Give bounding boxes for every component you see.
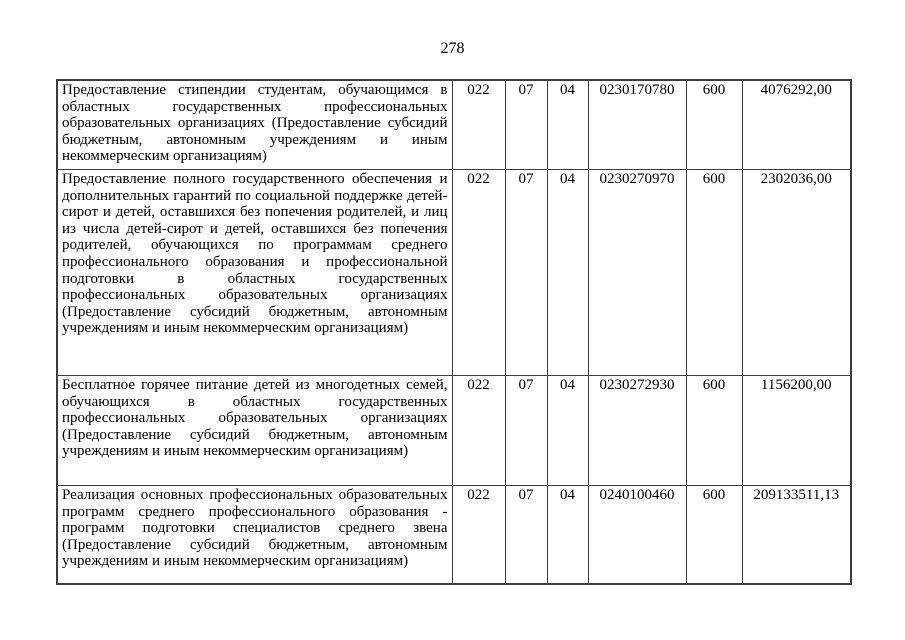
cell-expense-type-code: 600	[686, 80, 742, 170]
page-number: 278	[440, 40, 465, 57]
cell-grbs-code: 022	[452, 376, 505, 486]
cell-section-code: 07	[505, 80, 547, 170]
cell-expense-name: Бесплатное горячее питание детей из многодетных семей, обучающихся в областных государственных профессиональных образовательных организациях (Предоставление субсидий бюджетным, автономным учреждениям и иным некоммерческим организациям)	[57, 376, 452, 486]
cell-grbs-code: 022	[452, 80, 505, 170]
cell-grbs-code: 022	[452, 486, 505, 585]
budget-expense-table	[56, 79, 852, 585]
cell-expense-name: Предоставление стипендии студентам, обучающимся в областных государственных профессиональных образовательных организациях (Предоставление субсидий бюджетным, автономным учреждениям и иным некоммерческим организациям)	[57, 80, 452, 170]
cell-subsection-code: 04	[547, 486, 588, 585]
cell-subsection-code: 04	[547, 376, 588, 486]
cell-expense-type-code: 600	[686, 170, 742, 376]
cell-amount: 2302036,00	[742, 170, 851, 376]
cell-amount: 1156200,00	[742, 376, 851, 486]
cell-expense-name: Предоставление полного государственного обеспечения и дополнительных гарантий по социальной поддержке детей-сирот и детей, оставшихся без попечения родителей, и лиц из числа детей-сирот и детей, оставшихся без попечения родителей, обучающихся по программам среднего профессионального образования и профессиональной подготовки в областных государственных профессиональных образовательных организациях (Предоставление субсидий бюджетным, автономным учреждениям и иным некоммерческим организациям)	[57, 170, 452, 376]
cell-subsection-code: 04	[547, 80, 588, 170]
cell-expense-name: Реализация основных профессиональных образовательных программ среднего профессионального образования - программ подготовки специалистов среднего звена (Предоставление субсидий бюджетным, автономным учреждениям и иным некоммерческим организациям)	[57, 486, 452, 585]
cell-amount: 4076292,00	[742, 80, 851, 170]
cell-grbs-code: 022	[452, 170, 505, 376]
cell-expense-type-code: 600	[686, 486, 742, 585]
cell-amount: 209133511,13	[742, 486, 851, 585]
table-row	[57, 80, 851, 170]
cell-target-article-code: 0240100460	[588, 486, 686, 585]
table-row	[57, 486, 851, 585]
table-row	[57, 170, 851, 376]
budget-table-body	[57, 80, 851, 584]
cell-subsection-code: 04	[547, 170, 588, 376]
cell-section-code: 07	[505, 170, 547, 376]
cell-section-code: 07	[505, 376, 547, 486]
cell-target-article-code: 0230272930	[588, 376, 686, 486]
cell-target-article-code: 0230170780	[588, 80, 686, 170]
table-row	[57, 376, 851, 486]
cell-section-code: 07	[505, 486, 547, 585]
cell-expense-type-code: 600	[686, 376, 742, 486]
cell-target-article-code: 0230270970	[588, 170, 686, 376]
